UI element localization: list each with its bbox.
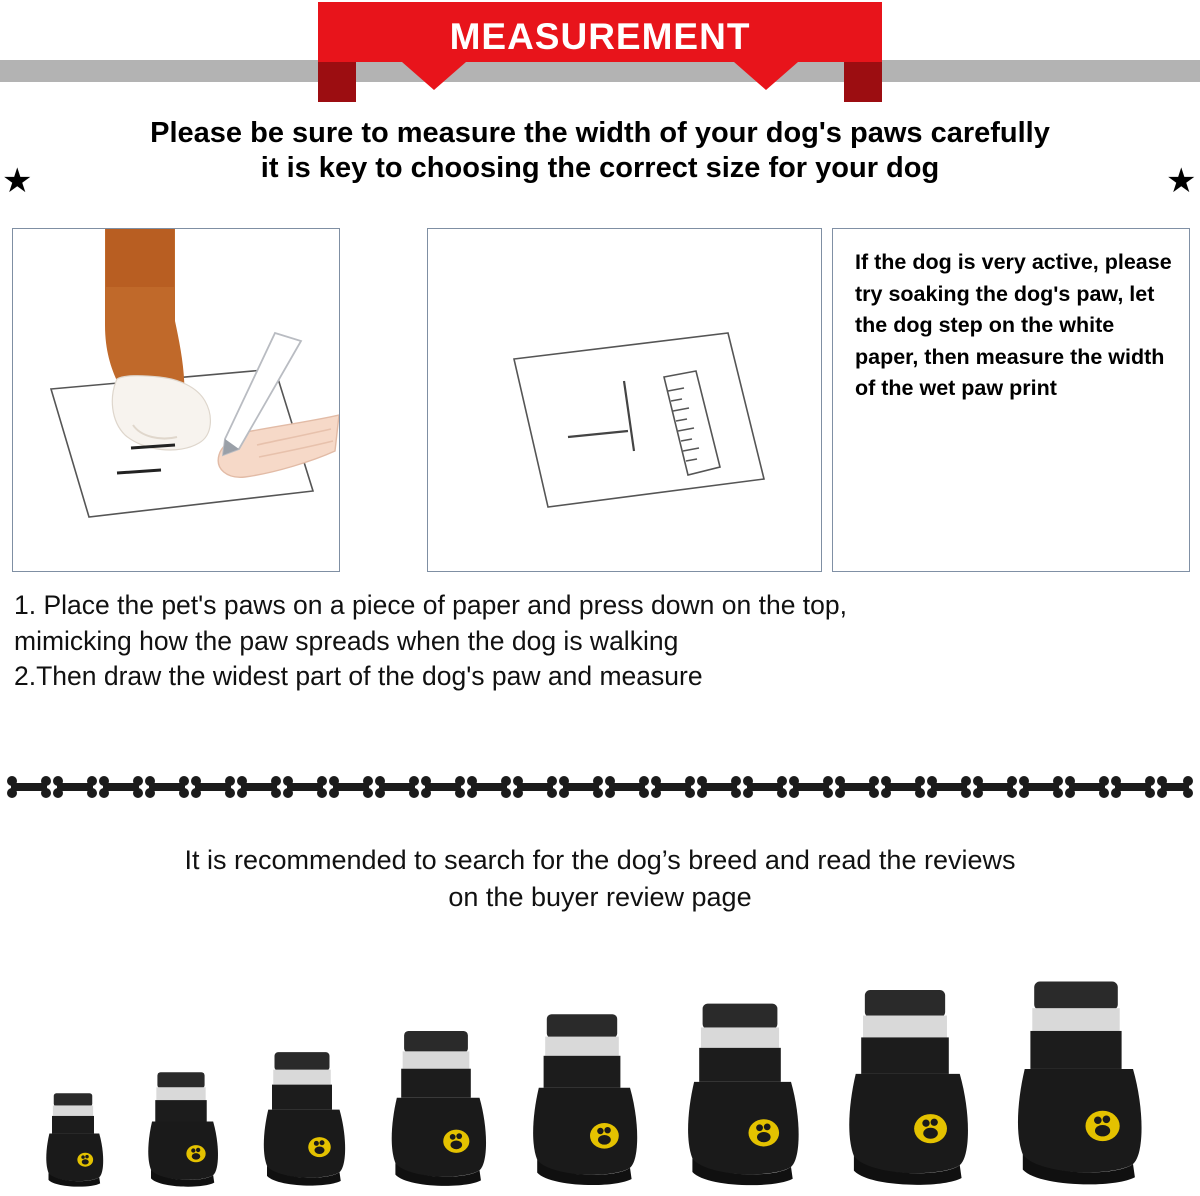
star-icon: ★ xyxy=(1166,162,1197,200)
instruction-line-2: mimicking how the paw spreads when the dog is walking xyxy=(14,625,679,656)
page-headline xyxy=(22,116,1178,187)
review-recommendation xyxy=(20,842,1180,917)
headline-line-1: Please be sure to measure the width of your dog's paws carefully xyxy=(150,117,1050,149)
instruction-line-1: 1. Place the pet's paws on a piece of paper and press down on the top, xyxy=(14,590,848,620)
dog-boot-icon xyxy=(378,1006,494,1188)
list-item xyxy=(672,974,808,1188)
dog-boot-icon xyxy=(1000,948,1152,1188)
dog-boot-icon xyxy=(38,1078,108,1188)
star-icon: ★ xyxy=(2,162,33,200)
list-item xyxy=(832,958,978,1188)
measurement-instructions xyxy=(14,588,1192,695)
list-item xyxy=(138,1054,224,1188)
bone-divider-shape xyxy=(6,772,1194,802)
dog-boot-size-lineup xyxy=(0,946,1200,1196)
list-item xyxy=(518,986,646,1188)
list-item xyxy=(38,1078,108,1188)
bone-divider-icon xyxy=(6,772,1194,802)
banner-title: MEASUREMENT xyxy=(449,16,751,57)
instruction-line-3: 2.Then draw the widest part of the dog's paw and measure xyxy=(14,661,703,691)
recommendation-line-1: It is recommended to search for the dog’s breed and read the reviews xyxy=(184,845,1016,875)
ruler-measuring-illustration xyxy=(427,228,822,572)
ruler-measuring-drawing xyxy=(428,229,821,571)
active-dog-tip-panel xyxy=(832,228,1190,572)
list-item xyxy=(252,1030,352,1188)
list-item xyxy=(378,1006,494,1188)
headline-line-2: it is key to choosing the correct size for your dog xyxy=(260,152,940,185)
dog-boot-icon xyxy=(832,958,978,1188)
dog-boot-icon xyxy=(252,1030,352,1188)
dog-boot-icon xyxy=(672,974,808,1188)
measurement-banner xyxy=(318,2,882,102)
paw-tracing-drawing xyxy=(13,229,339,571)
list-item xyxy=(1000,948,1152,1188)
recommendation-line-2: on the buyer review page xyxy=(448,882,752,913)
illustration-panels xyxy=(12,228,1190,572)
paw-tracing-illustration xyxy=(12,228,340,572)
active-dog-tip-text: If the dog is very active, please try soaking the dog's paw, let the dog step on the white paper, then measure the width of the wet paw print xyxy=(855,250,1172,401)
dog-boot-icon xyxy=(518,986,646,1188)
dog-boot-icon xyxy=(138,1054,224,1188)
